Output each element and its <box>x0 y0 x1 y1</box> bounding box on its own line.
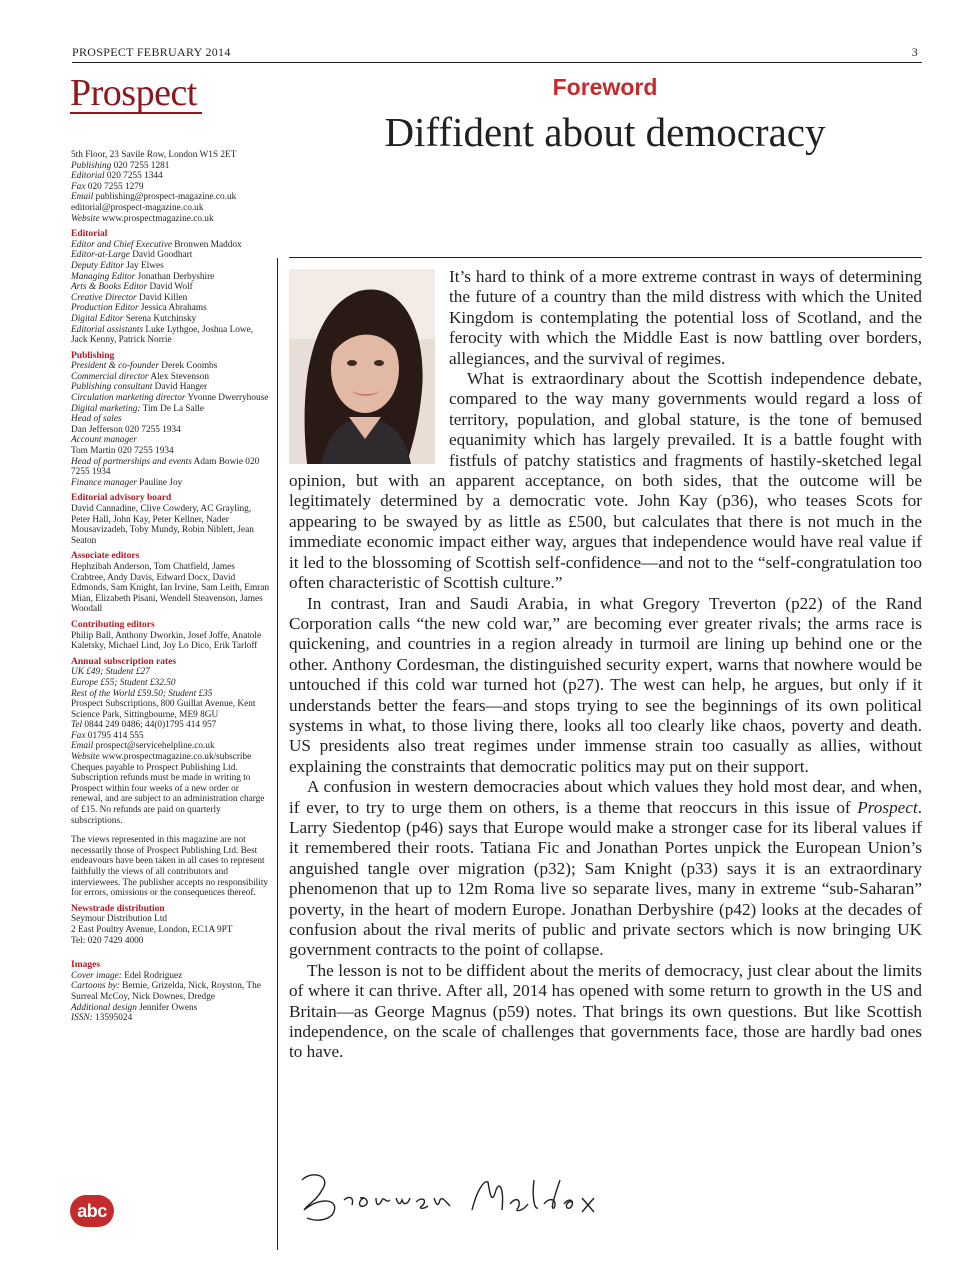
staff-value: 0844 249 0486; 44(0)1795 414 957 <box>82 720 217 731</box>
staff-label: Website <box>71 752 100 763</box>
staff-label: Digital marketing: <box>71 403 141 414</box>
contact-line <box>71 161 271 172</box>
staff-label: Creative Director <box>71 292 137 303</box>
contact-value: editorial@prospect-magazine.co.uk <box>71 202 204 213</box>
staff-line <box>71 689 271 700</box>
staff-line <box>71 446 271 457</box>
staff-line <box>71 250 271 261</box>
publication-date-line: PROSPECT FEBRUARY 2014 <box>72 45 231 59</box>
staff-line <box>71 261 271 272</box>
contact-value: 020 7255 1281 <box>111 160 170 171</box>
section-heading: Editorial <box>71 229 108 240</box>
staff-value: Dan Jefferson 020 7255 1934 <box>71 424 181 435</box>
staff-line <box>71 282 271 293</box>
staff-line <box>71 272 271 283</box>
staff-line <box>71 404 271 415</box>
staff-section <box>71 351 271 489</box>
section-heading: Publishing <box>71 350 115 361</box>
contact-block <box>71 150 271 224</box>
staff-line <box>71 457 271 478</box>
staff-label: Deputy Editor <box>71 260 124 271</box>
paragraph-4: A confusion in western democracies about which values they hold most dear, and when, if ever, to try to urge them on others, is a theme that reoccurs in this issue of Prospect. Larry Siedentop (p46) says that Europe would make a stronger case for its liberal values if it remembered their roots. Tatiana Fic and Jonathan Portes unpick the European Union’s anguished tangle over migration (p32); Sam Knight (p33) says it is an extraordinary phenomenon that up to 12m Roma live so separate lives, many in extreme “sub-Saharan” poverty, in the heart of modern Europe. Jonathan Derbyshire (p42) looks at the decades of confusion about the rival merits of public and private sectors which is now bringing UK government contracts to the point of collapse. <box>289 777 922 960</box>
staff-value: David Killen <box>136 292 188 303</box>
staff-value: Pauline Joy <box>136 477 183 488</box>
staff-line <box>71 631 271 652</box>
staff-label: Rest of the World £59.50; Student £35 <box>71 688 213 699</box>
staff-value: Luke Lythgoe, Joshua Lowe, Jack Kenny, Patrick Norrie <box>71 324 254 346</box>
staff-value: Adam Bowie 020 7255 1934 <box>71 456 260 478</box>
staff-line <box>71 414 271 425</box>
paragraph-1: It’s hard to think of a more extreme contrast in ways of determining the future of a country than the mild distress with which the United Kingdom is contemplating the potential loss of Scotland, and the ferocity with which the Middle East is now battling over borders, allegiances, and the survival of regimes. <box>449 267 922 368</box>
staff-label: Editor and Chief Executive <box>71 239 172 250</box>
contact-value: 020 7255 1279 <box>85 181 144 192</box>
staff-label: Production Editor <box>71 303 139 314</box>
staff-label: Publishing consultant <box>71 382 153 393</box>
contact-label: Fax <box>71 181 86 192</box>
contact-line <box>71 150 271 161</box>
contact-label: Editorial <box>71 171 105 182</box>
images-heading: Images <box>71 960 101 971</box>
staff-label: Europe £55; Student £32.50 <box>71 677 176 688</box>
newstrade-line: Seymour Distribution Ltd <box>71 914 168 925</box>
contact-label: Website <box>71 213 100 224</box>
staff-label: Head of partnerships and events <box>71 456 192 467</box>
staff-value: David Goodhart <box>129 250 193 261</box>
staff-line <box>71 720 271 731</box>
staff-label: Account manager <box>71 435 137 446</box>
contact-label: Publishing <box>71 160 112 171</box>
images-label: ISSN: <box>71 1013 93 1024</box>
staff-line <box>71 293 271 304</box>
images-credits <box>71 971 271 1024</box>
images-label: Cover image: <box>71 970 122 981</box>
staff-value: 01795 414 555 <box>85 730 144 741</box>
running-header <box>72 45 918 63</box>
signature <box>292 1160 622 1230</box>
staff-value: Jonathan Derbyshire <box>135 271 215 282</box>
images-value: Bernie, Grizelda, Nick, Royston, The Surreal McCoy, Nick Downes, Dredge <box>71 981 261 1002</box>
staff-label: Circulation marketing director <box>71 393 186 404</box>
staff-value: prospect@servicehelpline.co.uk <box>93 741 215 752</box>
staff-value: Jessica Abrahams <box>138 303 207 314</box>
staff-label: Fax <box>71 730 86 741</box>
staff-value: Bronwen Maddox <box>171 239 242 250</box>
staff-label: Editor-at-Large <box>71 250 130 261</box>
staff-line <box>71 425 271 436</box>
contact-line <box>71 171 271 182</box>
section-heading: Associate editors <box>71 551 140 562</box>
staff-value: Prospect Subscriptions, 800 Guillat Avenue, Kent Science Park, Sittingbourne, ME9 8GU <box>71 699 256 720</box>
headline-rule <box>289 257 922 258</box>
staff-label: President & co-founder <box>71 361 159 372</box>
contact-value: 5th Floor, 23 Savile Row, London W1S 2ET <box>71 150 237 160</box>
contact-line <box>71 214 271 225</box>
staff-value: David Wolf <box>147 282 193 293</box>
contact-line <box>71 192 271 203</box>
staff-label: Managing Editor <box>71 271 136 282</box>
column-divider <box>277 258 278 1250</box>
staff-label: Finance manager <box>71 477 137 488</box>
images-value: Edel Rodriguez <box>121 970 183 981</box>
newstrade-block <box>71 914 271 946</box>
images-value: 13595024 <box>92 1013 133 1024</box>
staff-line <box>71 435 271 446</box>
staff-section <box>71 551 271 615</box>
images-line <box>71 981 271 1002</box>
staff-line <box>71 752 271 763</box>
staff-section <box>71 229 271 346</box>
staff-line <box>71 314 271 325</box>
article-body <box>289 267 922 1063</box>
staff-value: Cheques payable to Prospect Publishing Ltd. Subscription refunds must be made in writing to Prospect within four weeks of a new order or renewal, and are subject to an administration charge of £15. No refunds are paid on quarterly subscriptions. <box>71 762 265 826</box>
images-label: Additional design <box>71 1002 137 1013</box>
staff-value: Derek Coombs <box>158 361 218 372</box>
staff-label: Tel <box>71 720 83 731</box>
newstrade-heading: Newstrade distribution <box>71 903 165 914</box>
staff-line <box>71 699 271 720</box>
page-number: 3 <box>911 45 918 59</box>
contact-line <box>71 182 271 193</box>
staff-line <box>71 303 271 314</box>
staff-line <box>71 741 271 752</box>
contact-label: Email <box>71 192 94 203</box>
contact-value: publishing@prospect-magazine.co.uk <box>93 192 237 203</box>
staff-label: Arts & Books Editor <box>71 282 148 293</box>
images-label: Cartoons by: <box>71 981 120 992</box>
headline: Diffident about democracy <box>384 109 826 155</box>
staff-line <box>71 372 271 383</box>
staff-value: Yvonne Dwerryhouse <box>185 393 269 404</box>
section-heading: Contributing editors <box>71 619 155 630</box>
staff-value: www.prospectmagazine.co.uk/subscribe <box>99 752 252 763</box>
staff-line <box>71 478 271 489</box>
staff-line <box>71 325 271 346</box>
staff-value: Philip Ball, Anthony Dworkin, Josef Joffe, Anatole Kaletsky, Michael Lind, Joy Lo Dico, Erik Tarloff <box>71 630 262 652</box>
staff-line <box>71 361 271 372</box>
staff-line <box>71 504 271 546</box>
newstrade-line: 2 East Poultry Avenue, London, EC1A 9PT <box>71 924 233 935</box>
section-heading: Editorial advisory board <box>71 493 172 504</box>
staff-label: Editorial assistants <box>71 324 144 335</box>
staff-value: Jay Elwes <box>123 260 164 271</box>
staff-section <box>71 657 271 827</box>
staff-value: Tom Martin 020 7255 1934 <box>71 446 174 457</box>
section-heading: Annual subscription rates <box>71 656 177 667</box>
staff-section <box>71 493 271 546</box>
section-kicker: Foreword <box>552 74 658 100</box>
contact-value: 020 7255 1344 <box>104 171 163 182</box>
staff-value: Tim De La Salle <box>140 403 204 414</box>
staff-line <box>71 763 271 827</box>
images-line <box>71 1003 271 1014</box>
staff-value: Hephzibah Anderson, Tom Chatfield, James Crabtree, Andy Davis, Edward Docx, David Edmonds, Sam Knight, Ian Irvine, Sam Leith, Emran Mian, Elizabeth Pisani, Wendell Steavenson, James Woodall <box>71 561 270 615</box>
contact-line <box>71 203 271 214</box>
images-line <box>71 1013 271 1024</box>
staff-line <box>71 393 271 404</box>
top-rule <box>72 62 922 63</box>
staff-label: Head of sales <box>71 414 122 425</box>
abc-logo: abc <box>70 1195 114 1227</box>
staff-line <box>71 678 271 689</box>
paragraph-3: In contrast, Iran and Saudi Arabia, in what Gregory Treverton (p22) of the Rand Corporation calls “the new cold war,” are becoming ever greater rivals; the arms race is quickening, and countries in a region already in turmoil are lining up behind one or the other. Anthony Cordesman, the distinguished security expert, warns that nowhere would be untouched if this cold war turned hot (p27). The west can help, he argues, but only if it understands better the fears—and stops trying to see the beginnings of its own political systems in what, to those living there, looks all too clearly like chaos, poverty and death. US presidents also treat regimes under immense strain too casually as allies, without explaining the constraints that democratic politics may put on their support. <box>289 593 922 776</box>
staff-value: David Cannadine, Clive Cowdery, AC Grayling, Peter Hall, John Kay, Peter Kellner, Nader Mousavizadeh, Toby Mundy, Robin Niblett, Jean Seaton <box>71 504 254 546</box>
photo-wrap-space <box>289 267 449 470</box>
staff-sections <box>71 229 271 826</box>
staff-line <box>71 667 271 678</box>
contact-value: www.prospectmagazine.co.uk <box>99 213 214 224</box>
images-line <box>71 971 271 982</box>
staff-label: Email <box>71 741 94 752</box>
images-value: Jennifer Owens <box>136 1002 198 1013</box>
newstrade-line: Tel: 020 7429 4000 <box>71 935 144 946</box>
masthead <box>70 72 270 122</box>
disclaimer: The views represented in this magazine are not necessarily those of Prospect Publishing Ltd. Best endeavours have been taken in all cases to represent faithfully the views of all contributors and interviewees. The publisher accepts no responsibility for errors, omissions or the consequences thereof. <box>71 835 269 899</box>
magazine-name: Prospect <box>857 797 918 817</box>
staff-section <box>71 620 271 652</box>
paragraph-2: What is extraordinary about the Scottish independence debate, compared to the way many governments would regard a loss of territory, population, and global stature, is the tone of bemused equanimity which has largely prevailed. It is a battle fought with fistfuls of patchy statistics and fragments of hastily-sketched legal opinion, but with an apparent acceptance, on both sides, that the outcome will be legitimately determined by a democratic vote. John Kay (p36), who teases Scots for appearing to be swayed by as little as £500, but calculates that there is not much in the immediate economic impact either way, argues that independence would have real value if it led to the blossoming of Scottish self-confidence—and not to the “self-congratulation too often characteristic of Scottish culture.” <box>289 369 922 593</box>
staff-value: Alex Stevenson <box>148 371 209 382</box>
staff-line <box>71 240 271 251</box>
staff-label: UK £49; Student £27 <box>71 667 150 678</box>
staff-box <box>71 150 271 1024</box>
logo-underline <box>70 112 202 114</box>
prospect-logo: Prospect <box>70 72 197 114</box>
staff-label: Digital Editor <box>71 313 124 324</box>
staff-line <box>71 562 271 615</box>
paragraph-5: The lesson is not to be diffident about the merits of democracy, just clear about the limits of where it can thrive. After all, 2014 has opened with some return to growth in the US and Britain—as George Magnus (p59) notes. That brings its own questions. But like Scottish independence, on the scale of challenges that governments face, those are hardly bad ones to have. <box>289 960 922 1062</box>
staff-line <box>71 382 271 393</box>
staff-value: David Hanger <box>152 382 208 393</box>
staff-value: Serena Kutchinsky <box>123 313 197 324</box>
staff-line <box>71 731 271 742</box>
staff-label: Commercial director <box>71 371 149 382</box>
